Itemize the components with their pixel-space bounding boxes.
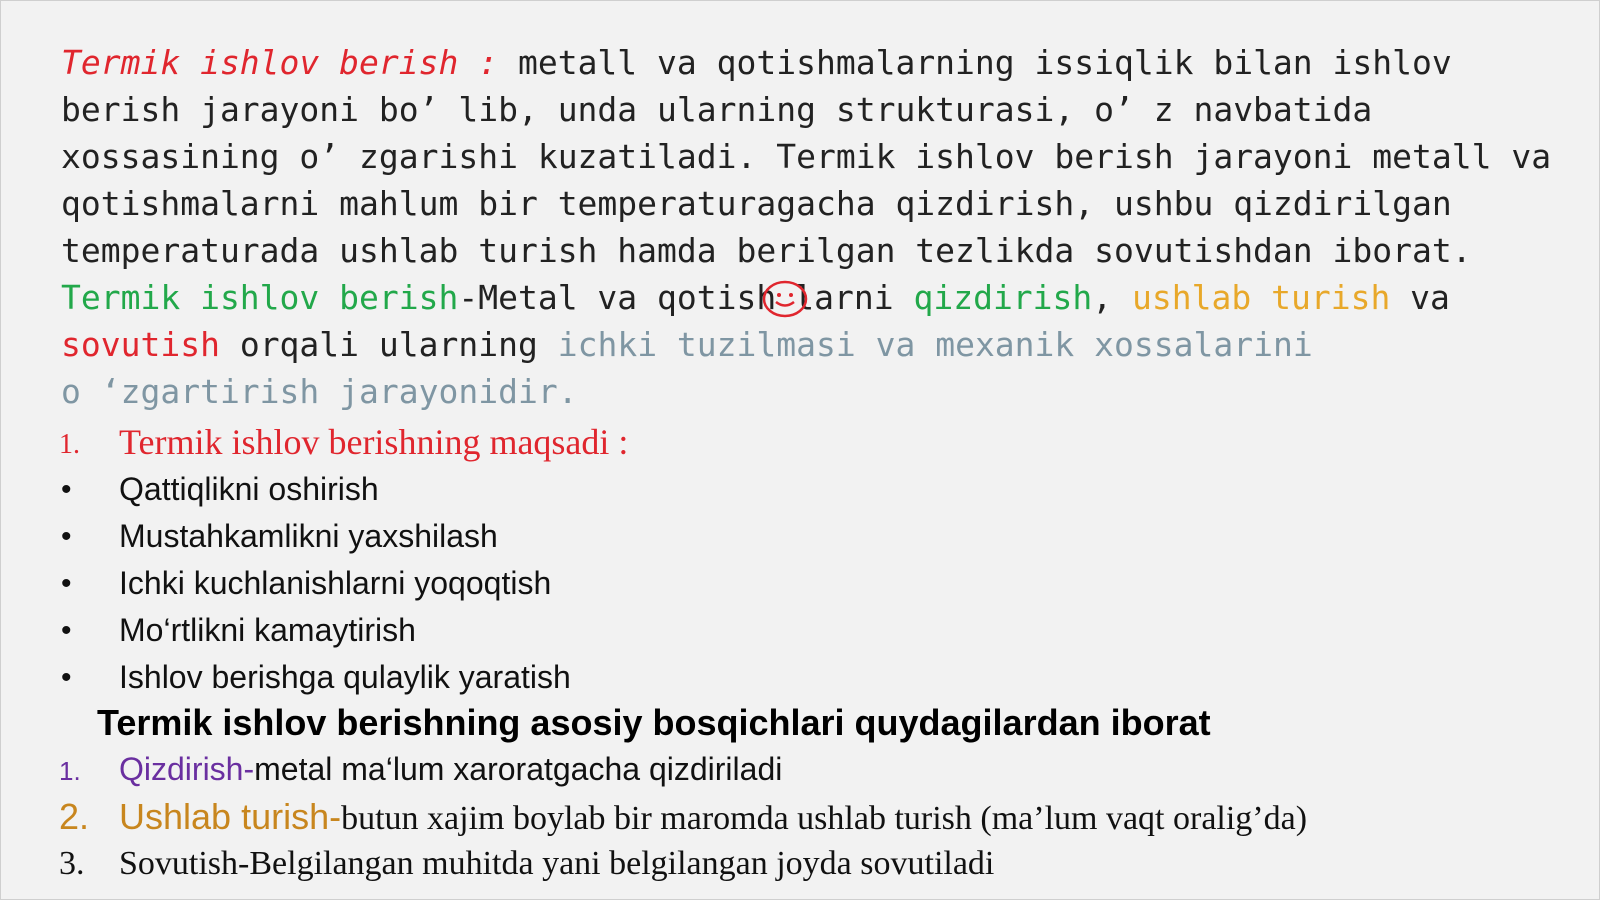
- stage-text: [119, 840, 994, 887]
- stage-item-cooling: [59, 840, 1589, 887]
- list-item: [59, 654, 1589, 701]
- word-ushlab-turish: ushlab turish: [1132, 278, 1391, 317]
- stage-key: Qizdirish-: [119, 751, 255, 787]
- smiley-face-icon: [762, 279, 808, 319]
- stage-description: metal ma‘lum xaroratgacha qizdiriladi: [254, 751, 783, 787]
- goal-number: 1.: [59, 429, 80, 460]
- stage-number: 3.: [59, 845, 85, 882]
- grey-phrase: ichki tuzilmasi va mexanik xossalarini: [557, 325, 1313, 364]
- para-line-2: berish jarayoni bo’ lib, unda ularning strukturasi, o’ z navbatida: [61, 90, 1373, 129]
- para-line-4: qotishmalarni mahlum bir temperaturagacha qizdirish, ushbu qizdirilgan: [61, 184, 1452, 223]
- term-green: Termik ishlov berish: [61, 278, 459, 317]
- goal-title: Termik ishlov berishning maqsadi :: [119, 422, 629, 462]
- stage-item-holding: [59, 793, 1589, 840]
- para-line-8: o ‘zgartirish jarayonidir.: [61, 372, 578, 411]
- word-qizdirish: qizdirish: [913, 278, 1093, 317]
- goal-section: [59, 419, 1589, 466]
- para-line-7: [61, 321, 1571, 368]
- list-item-text: Ichki kuchlanishlarni yoqoqtish: [119, 565, 552, 601]
- para-line-1: [61, 39, 1571, 86]
- stage-number: 2.: [59, 796, 90, 837]
- list-item: [59, 466, 1589, 513]
- list-item-text: Mo‘rtlikni kamaytirish: [119, 612, 416, 648]
- term-label: Termik ishlov berish :: [61, 43, 499, 82]
- bullet-icon: •: [61, 520, 72, 553]
- goal-title-row: [59, 419, 1589, 466]
- stage-description: Sovutish-Belgilangan muhitda yani belgilangan joyda sovutiladi: [119, 845, 995, 882]
- para-text: -Metal va qotish: [458, 278, 777, 317]
- stage-key: Ushlab turish-: [119, 796, 342, 837]
- para-line-5: temperaturada ushlab turish hamda berilgan tezlikda sovutishdan iborat.: [61, 231, 1472, 270]
- para-text: larni: [794, 278, 914, 317]
- bullet-icon: •: [61, 567, 72, 600]
- goal-bullet-list: [59, 466, 1589, 701]
- para-text: metall va qotishmalarning issiqlik bilan ishlov: [498, 43, 1452, 82]
- list-item-text: Mustahkamlikni yaxshilash: [119, 518, 498, 554]
- bullet-icon: •: [61, 473, 72, 506]
- list-item: [59, 560, 1589, 607]
- stage-number: 1.: [59, 756, 81, 786]
- list-item: [59, 513, 1589, 560]
- definition-paragraph: [61, 39, 1571, 415]
- bullet-icon: •: [61, 661, 72, 694]
- para-text: va: [1390, 278, 1450, 317]
- para-text: ,: [1092, 278, 1133, 317]
- list-item-text: Ishlov berishga qulaylik yaratish: [119, 659, 571, 695]
- bullet-icon: •: [61, 614, 72, 647]
- list-item: [59, 607, 1589, 654]
- para-text: orqali ularning: [219, 325, 558, 364]
- stage-item-heating: [59, 746, 1589, 793]
- word-sovutish: sovutish: [61, 325, 220, 364]
- stages-heading: Termik ishlov berishning asosiy bosqichlari quydagilardan iborat: [97, 702, 1211, 743]
- stage-description: butun xajim boylab bir maromda ushlab turish (ma’lum vaqt oralig’da): [341, 800, 1308, 837]
- para-line-3: xossasining o’ zgarishi kuzatiladi. Termik ishlov berish jarayoni metall va: [61, 137, 1552, 176]
- stages-list: [59, 746, 1589, 887]
- list-item-text: Qattiqlikni oshirish: [119, 471, 379, 507]
- stage-text: [119, 746, 782, 793]
- para-line-6: [61, 274, 1571, 321]
